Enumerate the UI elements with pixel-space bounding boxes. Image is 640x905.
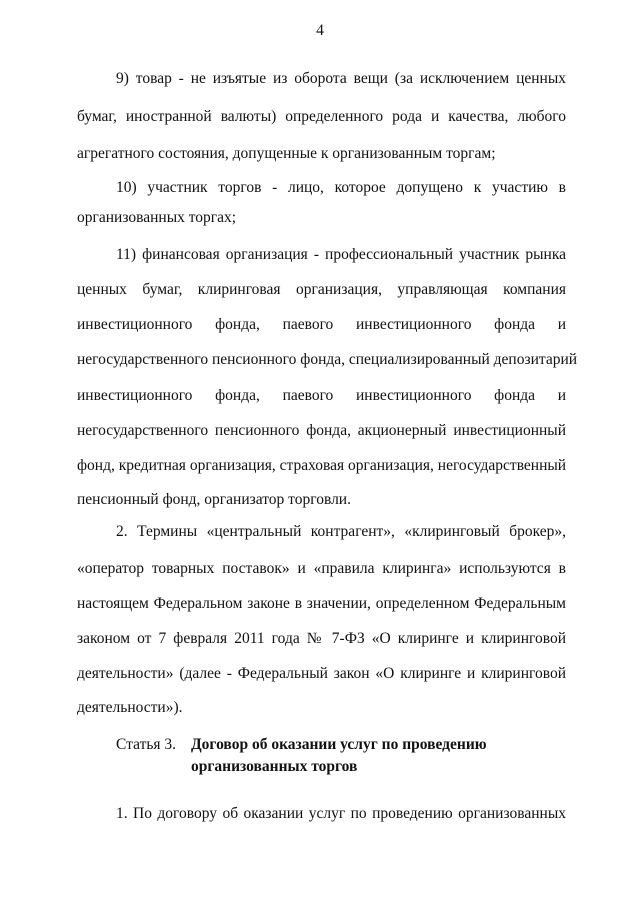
text-line: инвестиционного фонда, паевого инвестиционного фонда и [77, 316, 566, 333]
text-line: фонд, кредитная организация, страховая организация, негосударственный [77, 457, 567, 474]
text-line: ценных бумаг, клиринговая организация, управляющая компания [77, 281, 566, 298]
text-line: деятельности» (далее - Федеральный закон «О клиринге и клиринговой [77, 665, 566, 682]
text-line: 9) товар - не изъятые из оборота вещи (за исключением ценных [116, 70, 566, 87]
article-label: Статья 3. [116, 736, 177, 753]
text-line: законом от 7 февраля 2011 года № 7-ФЗ «О клиринге и клиринговой [77, 630, 566, 647]
text-line: деятельности»). [77, 699, 183, 716]
text-line: 10) участник торгов - лицо, которое допущено к участию в [116, 179, 566, 196]
text-line: 1. По договору об оказании услуг по проведению организованных [116, 805, 566, 822]
article-title-line: организованных торгов [191, 758, 358, 775]
article-title-line: Договор об оказании услуг по проведению [191, 736, 487, 753]
page-number: 4 [316, 22, 324, 39]
text-line: негосударственного пенсионного фонда, акционерный инвестиционный [77, 422, 566, 439]
text-line: 2. Термины «центральный контрагент», «клиринговый брокер», [116, 523, 566, 540]
text-line: «оператор товарных поставок» и «правила клиринга» используются в [77, 560, 566, 577]
text-line: негосударственного пенсионного фонда, специализированный депозитарий [77, 351, 578, 368]
article-title [191, 735, 487, 779]
text-line: бумаг, иностранной валюты) определенного рода и качества, любого [77, 108, 566, 125]
text-line: настоящем Федеральном законе в значении, определенном Федеральным [77, 595, 566, 612]
text-line: организованных торгах; [77, 209, 237, 226]
text-line: агрегатного состояния, допущенные к организованным торгам; [77, 145, 496, 162]
text-line: инвестиционного фонда, паевого инвестиционного фонда и [77, 387, 566, 404]
text-line: пенсионный фонд, организатор торговли. [77, 491, 351, 508]
text-line: 11) финансовая организация - профессиональный участник рынка [116, 246, 566, 263]
